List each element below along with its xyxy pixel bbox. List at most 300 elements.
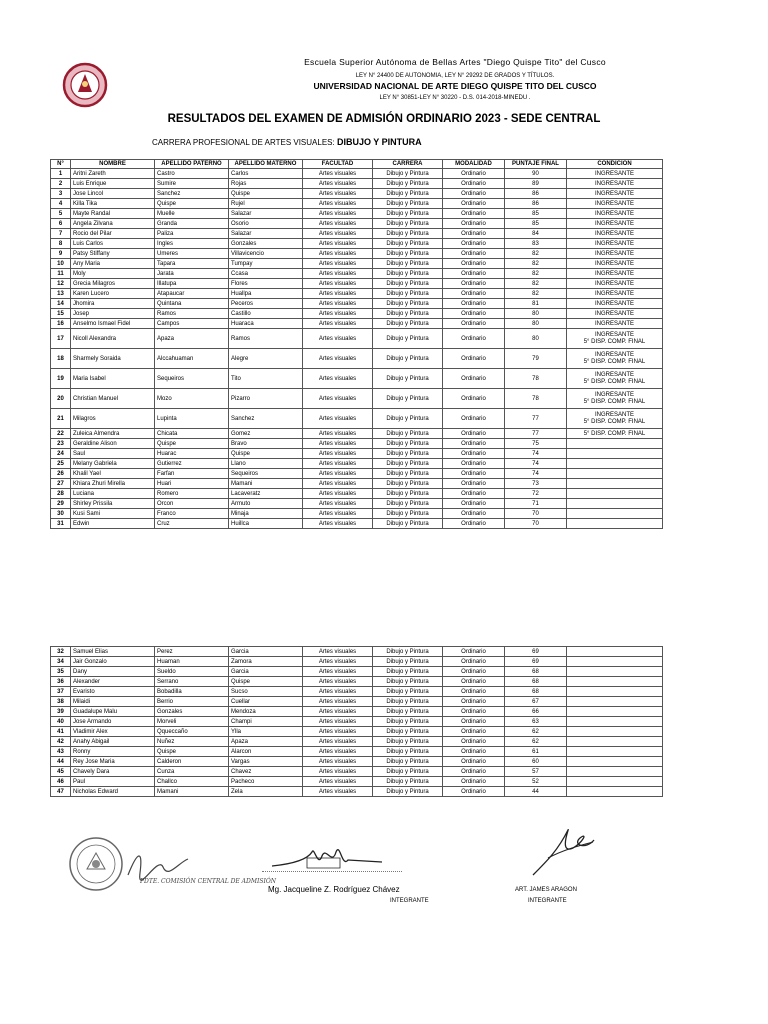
cell-puntaje: 85 (505, 219, 567, 229)
cell-carrera: Dibujo y Pintura (373, 509, 443, 519)
cell-condicion (567, 697, 663, 707)
cell-facultad: Artes visuales (303, 737, 373, 747)
cell-puntaje: 68 (505, 667, 567, 677)
table-row (51, 169, 663, 179)
cell-number: 21 (51, 409, 71, 429)
cell-carrera: Dibujo y Pintura (373, 727, 443, 737)
table-row (51, 329, 663, 349)
cell-condicion (567, 349, 663, 369)
cell-carrera: Dibujo y Pintura (373, 499, 443, 509)
cell-number: 46 (51, 777, 71, 787)
cell-puntaje: 83 (505, 239, 567, 249)
cell-nombre: Alexander (71, 677, 155, 687)
table-row (51, 519, 663, 529)
cell-facultad: Artes visuales (303, 249, 373, 259)
cell-nombre: Karen Lucero (71, 289, 155, 299)
cell-condicion (567, 657, 663, 667)
col-header-puntaje: PUNTAJE FINAL (505, 160, 567, 169)
cell-facultad: Artes visuales (303, 229, 373, 239)
cell-condicion: INGRESANTE (567, 319, 663, 329)
table-row (51, 697, 663, 707)
cell-facultad: Artes visuales (303, 199, 373, 209)
col-header-modalidad: MODALIDAD (443, 160, 505, 169)
school-crest-logo (62, 59, 108, 111)
cell-facultad: Artes visuales (303, 189, 373, 199)
cell-condicion (567, 449, 663, 459)
cell-nombre: Khiara Zhuri Mirella (71, 479, 155, 489)
table-row (51, 259, 663, 269)
cell-facultad: Artes visuales (303, 767, 373, 777)
cell-puntaje: 82 (505, 289, 567, 299)
cell-modalidad: Ordinario (443, 737, 505, 747)
cell-apellido-paterno: Qqueccaño (155, 727, 229, 737)
cell-nombre: Milagros (71, 409, 155, 429)
cell-number: 22 (51, 429, 71, 439)
cell-modalidad: Ordinario (443, 787, 505, 797)
cell-condicion (567, 489, 663, 499)
cell-apellido-paterno: Atapaucar (155, 289, 229, 299)
cell-facultad: Artes visuales (303, 259, 373, 269)
cell-number: 35 (51, 667, 71, 677)
table-row (51, 707, 663, 717)
cell-carrera: Dibujo y Pintura (373, 219, 443, 229)
cell-apellido-paterno: Nuñez (155, 737, 229, 747)
table-row (51, 717, 663, 727)
cell-nombre: Chavely Dara (71, 767, 155, 777)
cell-puntaje: 74 (505, 469, 567, 479)
cell-carrera: Dibujo y Pintura (373, 459, 443, 469)
cell-number: 9 (51, 249, 71, 259)
cell-apellido-materno: Mamani (229, 479, 303, 489)
cell-condicion: INGRESANTE (567, 279, 663, 289)
table-row (51, 489, 663, 499)
cell-modalidad: Ordinario (443, 319, 505, 329)
cell-number: 6 (51, 219, 71, 229)
cell-apellido-materno: Sequeiros (229, 469, 303, 479)
cell-facultad: Artes visuales (303, 279, 373, 289)
cell-condicion (567, 439, 663, 449)
cell-facultad: Artes visuales (303, 209, 373, 219)
cell-facultad: Artes visuales (303, 687, 373, 697)
table-row (51, 249, 663, 259)
table-row (51, 309, 663, 319)
cell-puntaje: 62 (505, 727, 567, 737)
cell-apellido-paterno: Sanchez (155, 189, 229, 199)
cell-puntaje: 68 (505, 677, 567, 687)
cell-facultad: Artes visuales (303, 499, 373, 509)
cell-condicion: INGRESANTE (567, 179, 663, 189)
cell-facultad: Artes visuales (303, 459, 373, 469)
table-row (51, 239, 663, 249)
cell-carrera: Dibujo y Pintura (373, 309, 443, 319)
cell-facultad: Artes visuales (303, 717, 373, 727)
cell-puntaje: 79 (505, 349, 567, 369)
cell-number: 30 (51, 509, 71, 519)
cell-condicion (567, 787, 663, 797)
table-row (51, 439, 663, 449)
table-row (51, 667, 663, 677)
cell-number: 14 (51, 299, 71, 309)
table-row (51, 687, 663, 697)
cell-nombre: Melany Gabriela (71, 459, 155, 469)
cell-facultad: Artes visuales (303, 667, 373, 677)
table-row (51, 179, 663, 189)
cell-apellido-materno: Flores (229, 279, 303, 289)
table-row (51, 777, 663, 787)
rodriguez-signature (262, 838, 412, 878)
signatory-name-1: Mg. Jacqueline Z. Rodríguez Chávez (268, 885, 400, 894)
cell-apellido-materno: Minaja (229, 509, 303, 519)
university-name: UNIVERSIDAD NACIONAL DE ARTE DIEGO QUISPE TITO DEL CUSCO (313, 81, 597, 91)
cell-apellido-paterno: Lupinta (155, 409, 229, 429)
cell-nombre: Moly (71, 269, 155, 279)
cell-apellido-materno: Peceros (229, 299, 303, 309)
cell-apellido-paterno: Sumire (155, 179, 229, 189)
cell-apellido-paterno: Quispe (155, 199, 229, 209)
cell-apellido-materno: Pizarro (229, 389, 303, 409)
cell-apellido-materno: Chavez (229, 767, 303, 777)
table-row (51, 229, 663, 239)
cell-facultad: Artes visuales (303, 219, 373, 229)
cell-puntaje: 67 (505, 697, 567, 707)
cell-condicion (567, 767, 663, 777)
cell-modalidad: Ordinario (443, 439, 505, 449)
cell-condicion: INGRESANTE (567, 169, 663, 179)
cell-number: 17 (51, 329, 71, 349)
cell-modalidad: Ordinario (443, 777, 505, 787)
cell-number: 20 (51, 389, 71, 409)
cell-number: 47 (51, 787, 71, 797)
cell-number: 31 (51, 519, 71, 529)
cell-facultad: Artes visuales (303, 179, 373, 189)
cell-puntaje: 77 (505, 429, 567, 439)
cell-condicion (567, 777, 663, 787)
cell-condicion (567, 677, 663, 687)
cell-puntaje: 73 (505, 479, 567, 489)
cell-puntaje: 78 (505, 389, 567, 409)
cell-nombre: Geraldine Alison (71, 439, 155, 449)
condition-note: 5° DISP. COMP. FINAL (583, 379, 646, 385)
cell-modalidad: Ordinario (443, 189, 505, 199)
cell-carrera: Dibujo y Pintura (373, 389, 443, 409)
cell-apellido-paterno: Campos (155, 319, 229, 329)
table-row (51, 757, 663, 767)
cell-number: 41 (51, 727, 71, 737)
cell-carrera: Dibujo y Pintura (373, 249, 443, 259)
condition-status: INGRESANTE (594, 392, 634, 398)
cell-apellido-paterno: Paliza (155, 229, 229, 239)
cell-puntaje: 84 (505, 229, 567, 239)
cell-carrera: Dibujo y Pintura (373, 369, 443, 389)
cell-nombre: Nicoll Alexandra (71, 329, 155, 349)
cell-facultad: Artes visuales (303, 319, 373, 329)
cell-apellido-materno: Garcia (229, 647, 303, 657)
cell-apellido-paterno: Bobadilla (155, 687, 229, 697)
cell-modalidad: Ordinario (443, 509, 505, 519)
table-row (51, 677, 663, 687)
cell-facultad: Artes visuales (303, 299, 373, 309)
cell-nombre: Rey Jose Maria (71, 757, 155, 767)
cell-facultad: Artes visuales (303, 757, 373, 767)
cell-facultad: Artes visuales (303, 777, 373, 787)
condition-note: 5° DISP. COMP. FINAL (583, 359, 646, 365)
cell-puntaje: 82 (505, 249, 567, 259)
cell-apellido-paterno: Morveli (155, 717, 229, 727)
cell-nombre: Milaidi (71, 697, 155, 707)
cell-number: 12 (51, 279, 71, 289)
cell-modalidad: Ordinario (443, 707, 505, 717)
cell-apellido-materno: Apaza (229, 737, 303, 747)
cell-modalidad: Ordinario (443, 259, 505, 269)
cell-modalidad: Ordinario (443, 289, 505, 299)
cell-apellido-materno: Gomez (229, 429, 303, 439)
cell-facultad: Artes visuales (303, 747, 373, 757)
table-row (51, 727, 663, 737)
cell-facultad: Artes visuales (303, 289, 373, 299)
cell-modalidad: Ordinario (443, 469, 505, 479)
cell-condicion: INGRESANTE (567, 239, 663, 249)
table-row (51, 289, 663, 299)
cell-nombre: Luis Carlos (71, 239, 155, 249)
cell-number: 38 (51, 697, 71, 707)
cell-modalidad: Ordinario (443, 389, 505, 409)
cell-carrera: Dibujo y Pintura (373, 239, 443, 249)
cell-modalidad: Ordinario (443, 519, 505, 529)
cell-apellido-paterno: Huari (155, 479, 229, 489)
cell-puntaje: 77 (505, 409, 567, 429)
cell-modalidad: Ordinario (443, 239, 505, 249)
cell-apellido-paterno: Orcon (155, 499, 229, 509)
cell-puntaje: 63 (505, 717, 567, 727)
cell-modalidad: Ordinario (443, 647, 505, 657)
cell-nombre: Jose Lincol (71, 189, 155, 199)
cell-modalidad: Ordinario (443, 229, 505, 239)
table-row (51, 449, 663, 459)
cell-facultad: Artes visuales (303, 429, 373, 439)
cell-carrera: Dibujo y Pintura (373, 329, 443, 349)
table-row (51, 279, 663, 289)
table-row (51, 199, 663, 209)
cell-carrera: Dibujo y Pintura (373, 677, 443, 687)
cell-apellido-materno: Sanchez (229, 409, 303, 429)
cell-modalidad: Ordinario (443, 667, 505, 677)
cell-carrera: Dibujo y Pintura (373, 687, 443, 697)
cell-nombre: Anselmo Ismael Fidel (71, 319, 155, 329)
cell-puntaje: 80 (505, 329, 567, 349)
cell-apellido-paterno: Cunza (155, 767, 229, 777)
cell-puntaje: 82 (505, 259, 567, 269)
cell-modalidad: Ordinario (443, 717, 505, 727)
cell-carrera: Dibujo y Pintura (373, 747, 443, 757)
cell-apellido-paterno: Mamani (155, 787, 229, 797)
cell-apellido-materno: Villavicencio (229, 249, 303, 259)
table-row (51, 369, 663, 389)
cell-carrera: Dibujo y Pintura (373, 259, 443, 269)
cell-facultad: Artes visuales (303, 389, 373, 409)
cell-number: 18 (51, 349, 71, 369)
cell-modalidad: Ordinario (443, 657, 505, 667)
cell-number: 40 (51, 717, 71, 727)
cell-puntaje: 74 (505, 459, 567, 469)
cell-apellido-paterno: Berrio (155, 697, 229, 707)
cell-facultad: Artes visuales (303, 707, 373, 717)
cell-modalidad: Ordinario (443, 169, 505, 179)
signatory-role-2: INTEGRANTE (528, 898, 567, 904)
cell-number: 26 (51, 469, 71, 479)
cell-carrera: Dibujo y Pintura (373, 697, 443, 707)
cell-apellido-paterno: Tapara (155, 259, 229, 269)
cell-apellido-materno: Champi (229, 717, 303, 727)
cell-apellido-paterno: Alccahuaman (155, 349, 229, 369)
condition-note: 5° DISP. COMP. FINAL (583, 339, 646, 345)
cell-facultad: Artes visuales (303, 479, 373, 489)
table-row (51, 459, 663, 469)
results-table (50, 159, 663, 529)
cell-condicion (567, 519, 663, 529)
cell-puntaje: 75 (505, 439, 567, 449)
cell-apellido-paterno: Challco (155, 777, 229, 787)
cell-condicion: INGRESANTE (567, 269, 663, 279)
cell-number: 19 (51, 369, 71, 389)
cell-carrera: Dibujo y Pintura (373, 479, 443, 489)
cell-puntaje: 52 (505, 777, 567, 787)
cell-carrera: Dibujo y Pintura (373, 489, 443, 499)
cell-carrera: Dibujo y Pintura (373, 299, 443, 309)
cell-carrera: Dibujo y Pintura (373, 269, 443, 279)
cell-number: 24 (51, 449, 71, 459)
cell-puntaje: 68 (505, 687, 567, 697)
cell-apellido-paterno: Huaman (155, 657, 229, 667)
cell-carrera: Dibujo y Pintura (373, 319, 443, 329)
cell-nombre: Josep (71, 309, 155, 319)
cell-nombre: Grecia Milagros (71, 279, 155, 289)
cell-carrera: Dibujo y Pintura (373, 279, 443, 289)
cell-apellido-paterno: Muelle (155, 209, 229, 219)
cell-puntaje: 71 (505, 499, 567, 509)
cell-carrera: Dibujo y Pintura (373, 199, 443, 209)
cell-apellido-paterno: Sequeiros (155, 369, 229, 389)
table-row (51, 349, 663, 369)
cell-modalidad: Ordinario (443, 209, 505, 219)
cell-number: 2 (51, 179, 71, 189)
page-title: RESULTADOS DEL EXAMEN DE ADMISIÓN ORDINARIO 2023 - SEDE CENTRAL (167, 113, 601, 125)
cell-condicion: INGRESANTE (567, 199, 663, 209)
cell-apellido-paterno: Jarata (155, 269, 229, 279)
cell-puntaje: 62 (505, 737, 567, 747)
cell-modalidad: Ordinario (443, 219, 505, 229)
cell-apellido-materno: Pacheco (229, 777, 303, 787)
table-row (51, 747, 663, 757)
cell-apellido-paterno: Calderon (155, 757, 229, 767)
cell-puntaje: 86 (505, 199, 567, 209)
cell-modalidad: Ordinario (443, 697, 505, 707)
cell-nombre: Guadalupe Malu (71, 707, 155, 717)
cell-nombre: Angela Zilvana (71, 219, 155, 229)
cell-carrera: Dibujo y Pintura (373, 179, 443, 189)
cell-number: 3 (51, 189, 71, 199)
cell-puntaje: 69 (505, 657, 567, 667)
cell-apellido-materno: Vargas (229, 757, 303, 767)
table-row (51, 657, 663, 667)
cell-apellido-materno: Llano (229, 459, 303, 469)
cell-carrera: Dibujo y Pintura (373, 519, 443, 529)
cell-apellido-materno: Salazar (229, 209, 303, 219)
cell-apellido-materno: Salazar (229, 229, 303, 239)
cell-condicion (567, 727, 663, 737)
cell-apellido-paterno: Gonzales (155, 707, 229, 717)
condition-note: 5° DISP. COMP. FINAL (583, 399, 646, 405)
cell-apellido-paterno: Farfan (155, 469, 229, 479)
cell-apellido-materno: Huillca (229, 519, 303, 529)
cell-number: 39 (51, 707, 71, 717)
cell-condicion (567, 469, 663, 479)
cell-carrera: Dibujo y Pintura (373, 767, 443, 777)
cell-number: 29 (51, 499, 71, 509)
cell-modalidad: Ordinario (443, 677, 505, 687)
col-header-nombre: NOMBRE (71, 160, 155, 169)
cell-modalidad: Ordinario (443, 747, 505, 757)
cell-nombre: Dany (71, 667, 155, 677)
table-row (51, 319, 663, 329)
cell-modalidad: Ordinario (443, 489, 505, 499)
cell-apellido-materno: Huaraca (229, 319, 303, 329)
stamp-caption: PDTE. COMISIÓN CENTRAL DE ADMISIÓN (140, 878, 276, 885)
cell-condicion (567, 409, 663, 429)
cell-number: 43 (51, 747, 71, 757)
aragon-signature (528, 820, 598, 880)
results-table-continued (50, 646, 663, 797)
cell-nombre: Luis Enrique (71, 179, 155, 189)
cell-puntaje: 70 (505, 519, 567, 529)
cell-condicion (567, 687, 663, 697)
cell-apellido-materno: Lacaveratz (229, 489, 303, 499)
cell-nombre: Vladimir Alex (71, 727, 155, 737)
condition-status: INGRESANTE (594, 372, 634, 378)
cell-facultad: Artes visuales (303, 787, 373, 797)
cell-carrera: Dibujo y Pintura (373, 757, 443, 767)
cell-puntaje: 61 (505, 747, 567, 757)
cell-puntaje: 90 (505, 169, 567, 179)
table-row (51, 737, 663, 747)
cell-apellido-materno: Rujel (229, 199, 303, 209)
cell-carrera: Dibujo y Pintura (373, 667, 443, 677)
cell-apellido-materno: Armuto (229, 499, 303, 509)
cell-carrera: Dibujo y Pintura (373, 169, 443, 179)
cell-modalidad: Ordinario (443, 757, 505, 767)
table-row (51, 209, 663, 219)
cell-facultad: Artes visuales (303, 409, 373, 429)
col-header-apellido-materno: APELLIDO MATERNO (229, 160, 303, 169)
table-row (51, 499, 663, 509)
col-header-apellido-paterno: APELLIDO PATERNO (155, 160, 229, 169)
cell-facultad: Artes visuales (303, 309, 373, 319)
cell-nombre: Paul (71, 777, 155, 787)
cell-condicion (567, 369, 663, 389)
cell-condicion (567, 757, 663, 767)
cell-modalidad: Ordinario (443, 249, 505, 259)
table-row (51, 429, 663, 439)
cell-condicion: INGRESANTE (567, 309, 663, 319)
cell-condicion: INGRESANTE (567, 249, 663, 259)
cell-facultad: Artes visuales (303, 727, 373, 737)
cell-apellido-paterno: Perez (155, 647, 229, 657)
cell-number: 27 (51, 479, 71, 489)
cell-facultad: Artes visuales (303, 439, 373, 449)
cell-carrera: Dibujo y Pintura (373, 657, 443, 667)
cell-carrera: Dibujo y Pintura (373, 289, 443, 299)
table-row (51, 509, 663, 519)
cell-carrera: Dibujo y Pintura (373, 229, 443, 239)
